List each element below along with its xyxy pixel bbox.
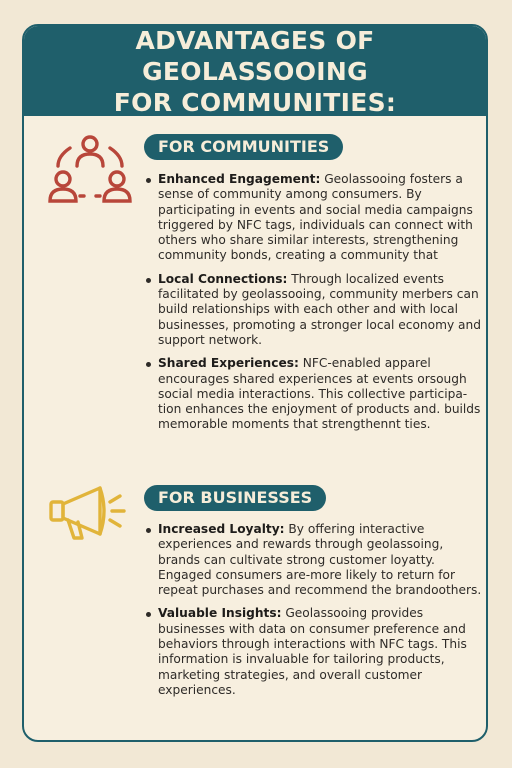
list-item — [144, 272, 484, 348]
bullet-title: Shared Experiences: — [158, 356, 299, 371]
bullet-title: Local Connections: — [158, 271, 288, 286]
list-item — [144, 172, 484, 264]
list-item — [144, 522, 484, 598]
title-line-1: ADVANTAGES OF GEOLASSOOING — [135, 25, 375, 86]
list-item — [144, 606, 484, 698]
bullet-text: Geolassooing fosters a sense of community among consumers. By participating in events and social media campaigns triggered by NFC tags, individuals can connect with others who share similar interests, strengthening community bonds, creating a community that — [158, 172, 473, 263]
section-tag-businesses: FOR BUSINESSES — [144, 485, 326, 511]
section-tag-communities: FOR COMMUNITIES — [144, 134, 343, 160]
bullet-title: Increased Loyalty: — [158, 522, 285, 536]
bullet-text: NFC-enabled apparel encourages shared experiences at events orsough social media interactions. This collective participa-tion enhances the enjoyment of products and. builds memorable moments that strengthennt ties. — [158, 356, 481, 432]
bullet-title: Enhanced Engagement: — [158, 172, 321, 186]
page-title — [24, 25, 486, 118]
header-banner — [24, 26, 486, 116]
megaphone-icon — [48, 482, 132, 546]
title-line-2: FOR COMMUNITIES: — [113, 87, 397, 117]
list-item — [144, 356, 484, 432]
bullet-title: Valuable Insights: — [158, 606, 282, 621]
bullet-text: By offering interactive experiences and rewards through geolassoing, brands can cultivate strong customer loyatty. Engaged consumers are-more likely to return for repeat purchases and recommend the brandoothers. — [158, 522, 482, 598]
infographic-card — [22, 24, 488, 742]
businesses-list — [144, 522, 484, 706]
bullet-text: Through localized events facilitated by geolassooing, community merbers can build relationships with each other and with local businesses, promoting a stronger local economy and support network. — [158, 271, 481, 347]
communities-list — [144, 172, 484, 441]
community-people-icon — [48, 130, 132, 210]
bullet-text: Geolassooing provides businesses with data on consumer preference and behaviors through interactions with NFC tags. This information is invaluable for tailoring products, marketing strategies, and overall customer experiences. — [158, 606, 467, 697]
